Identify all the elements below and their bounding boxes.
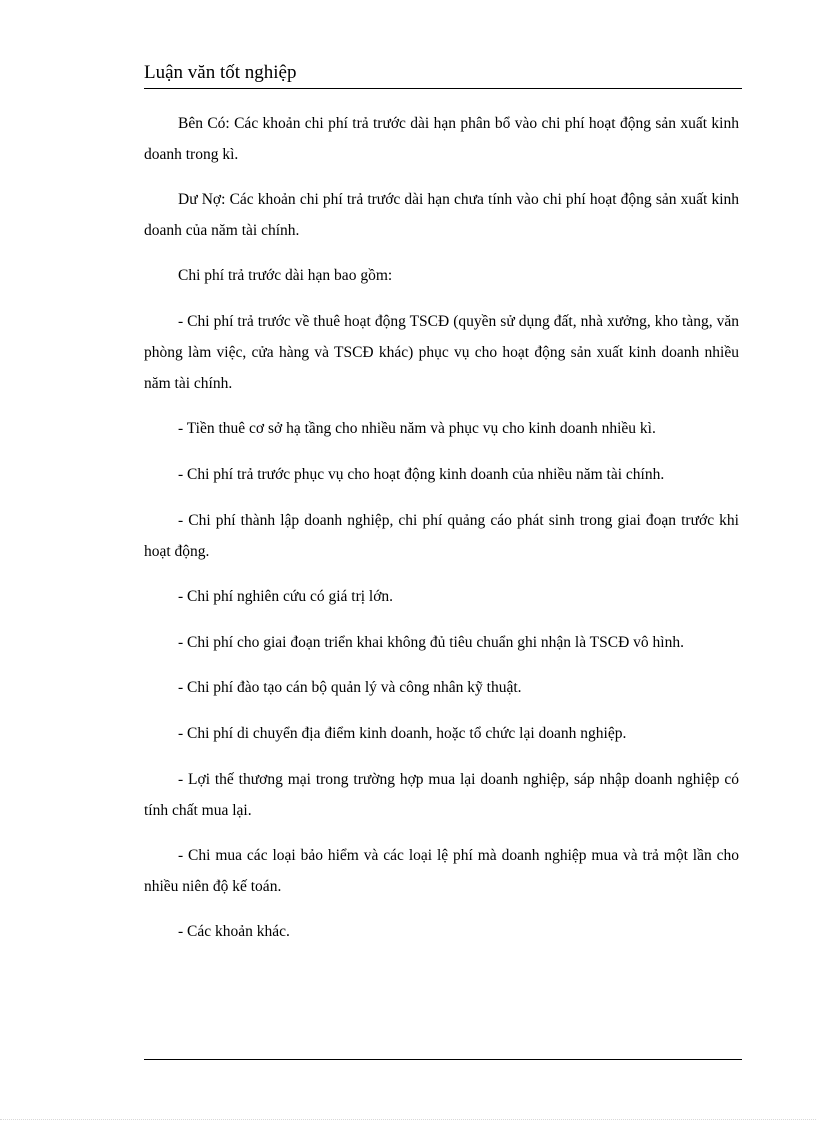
list-item: - Chi phí thành lập doanh nghiệp, chi phí quảng cáo phát sinh trong giai đoạn trước khi hoạt động. (144, 512, 739, 560)
paragraph-du-no: Dư Nợ: Các khoản chi phí trả trước dài hạn chưa tính vào chi phí hoạt động sản xuất kinh doanh của năm tài chính. (144, 191, 739, 239)
list-item: - Tiền thuê cơ sở hạ tầng cho nhiều năm và phục vụ cho kinh doanh nhiều kì. (178, 420, 656, 437)
list-item: - Chi phí trả trước phục vụ cho hoạt động kinh doanh của nhiều năm tài chính. (178, 466, 665, 483)
document-body (144, 108, 739, 962)
list-item: - Chi phí cho giai đoạn triển khai không đủ tiêu chuẩn ghi nhận là TSCĐ vô hình. (178, 634, 684, 651)
list-item: - Các khoản khác. (178, 923, 290, 940)
list-item: - Chi phí di chuyển địa điểm kinh doanh, hoặc tổ chức lại doanh nghiệp. (178, 725, 627, 742)
footer-divider (144, 1059, 742, 1060)
header-title: Luận văn tốt nghiệp (144, 62, 297, 83)
list-item: - Chi phí trả trước về thuê hoạt động TSCĐ (quyền sử dụng đất, nhà xưởng, kho tàng, văn phòng làm việc, cửa hàng và TSCĐ khác) phục vụ cho hoạt động sản xuất kinh doanh nhiều năm tài chính. (144, 313, 739, 392)
paragraph-ben-co: Bên Có: Các khoản chi phí trả trước dài hạn phân bổ vào chi phí hoạt động sản xuất kinh doanh trong kì. (144, 115, 739, 163)
list-item: - Chi phí đào tạo cán bộ quản lý và công nhân kỹ thuật. (178, 679, 522, 696)
page-edge-divider (0, 1119, 816, 1120)
list-item: - Chi mua các loại bảo hiểm và các loại lệ phí mà doanh nghiệp mua và trả một lần cho nhiều niên độ kế toán. (144, 847, 739, 895)
list-item: - Chi phí nghiên cứu có giá trị lớn. (178, 588, 394, 605)
list-item: - Lợi thế thương mại trong trường hợp mua lại doanh nghiệp, sáp nhập doanh nghiệp có tính chất mua lại. (144, 771, 739, 819)
page-header (144, 60, 742, 89)
paragraph-intro-list: Chi phí trả trước dài hạn bao gồm: (178, 267, 393, 284)
